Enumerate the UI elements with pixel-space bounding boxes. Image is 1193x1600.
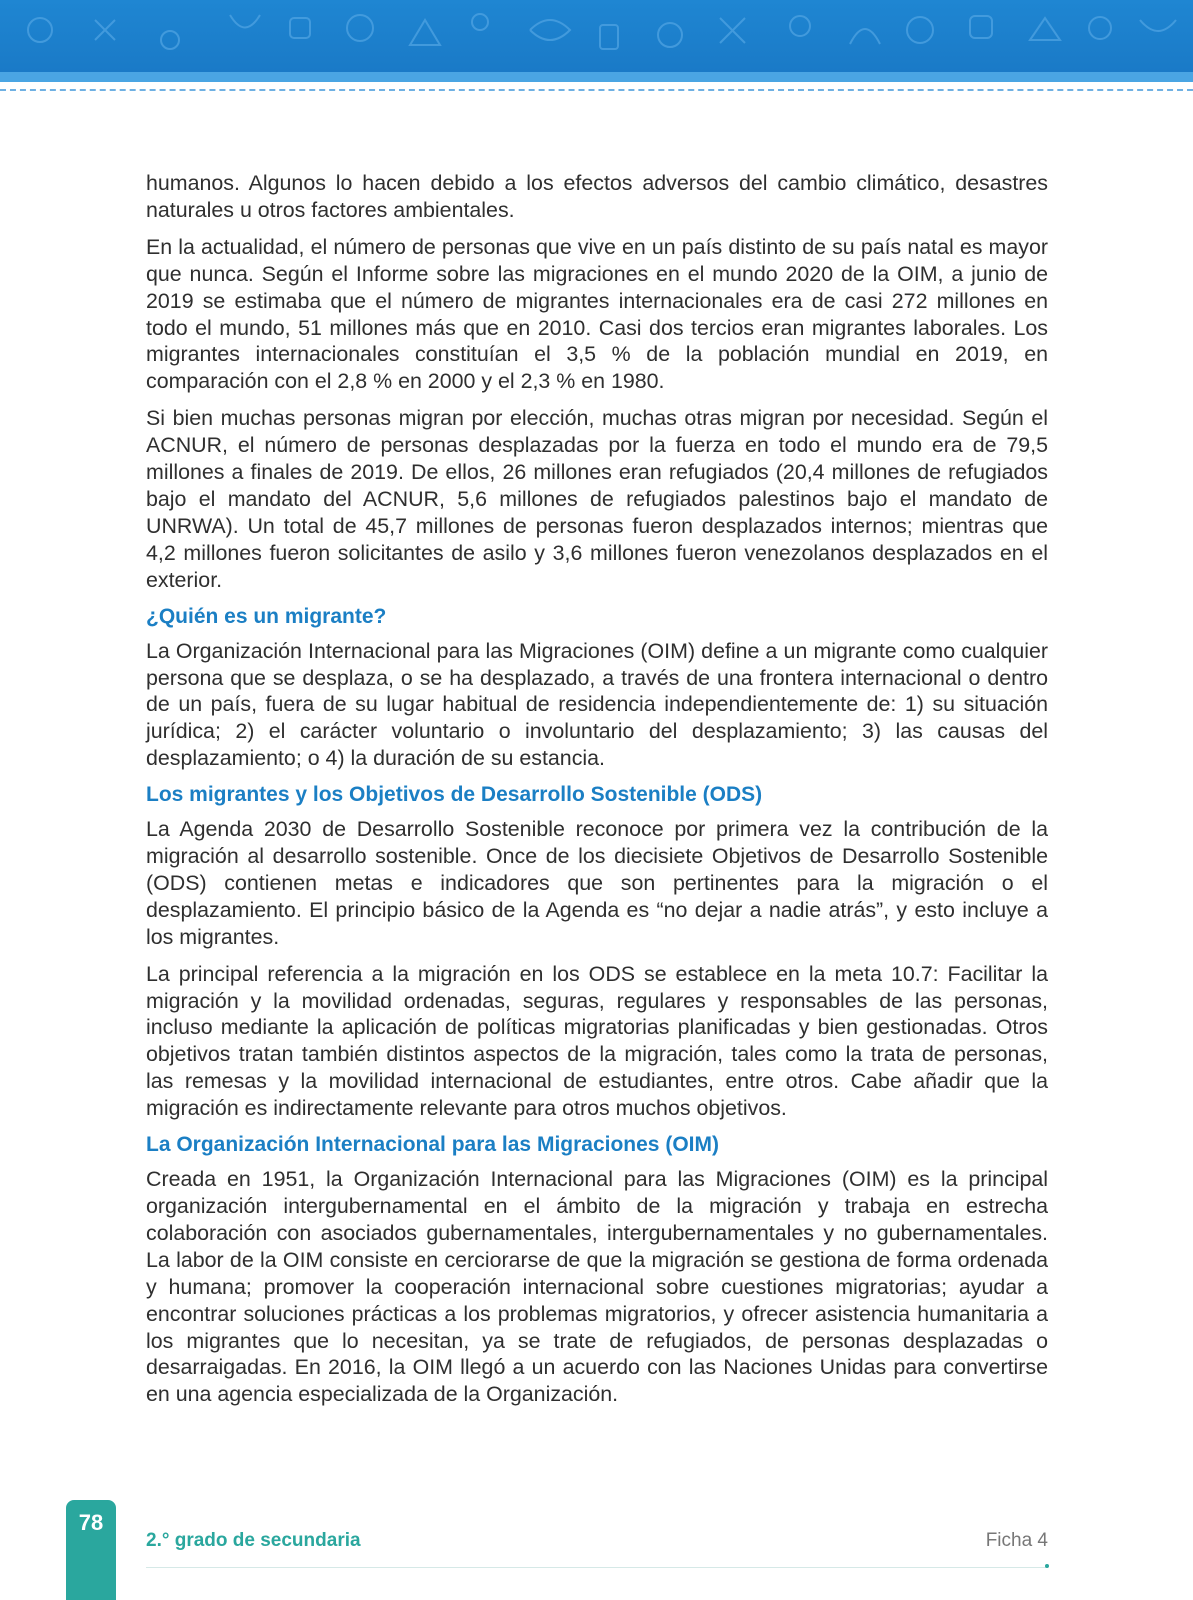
paragraph: La principal referencia a la migración en los ODS se establece en la meta 10.7: Facilitar la migración y la movilidad ordenadas, seguras, regulares y responsables de las personas, incluso mediante la aplicación de políticas migratorias planificadas y bien gestionadas. Otros objetivos tratan también distintos aspectos de la migración, tales como la trata de personas, las remesas y la movilidad internacional de estudiantes, entre otros. Cabe añadir que la migración es indirectamente relevante para otros muchos objetivos.	[146, 961, 1048, 1121]
top-banner	[0, 0, 1193, 72]
paragraph: Creada en 1951, la Organización Internacional para las Migraciones (OIM) es la principal organización intergubernamental en el ámbito de la migración y trabaja en estrecha colaboración con asociados gubernamentales, intergubernamentales y no gubernamentales. La labor de la OIM consiste en cerciorarse de que la migración se gestiona de forma ordenada y humana; promover la cooperación internacional sobre cuestiones migratorias; ayudar a encontrar soluciones prácticas a los problemas migratorios, y ofrecer asistencia humanitaria a los migrantes que lo necesitan, ya se trate de refugiados, de personas desplazadas o desarraigadas. En 2016, la OIM llegó a un acuerdo con las Naciones Unidas para convertirse en una agencia especializada de la Organización.	[146, 1167, 1048, 1407]
footer-dot	[1045, 1564, 1049, 1568]
page-number-tab	[66, 1500, 116, 1600]
paragraph: La Agenda 2030 de Desarrollo Sostenible reconoce por primera vez la contribución de la migración al desarrollo sostenible. Once de los diecisiete Objetivos de Desarrollo Sostenible (ODS) contienen metas e indicadores que son pertinentes para la migración o el desplazamiento. El principio básico de la Agenda es “no dejar a nadie atrás”, y esto incluye a los migrantes.	[146, 817, 1048, 949]
section-heading-ods: Los migrantes y los Objetivos de Desarrollo Sostenible (ODS)	[146, 783, 763, 807]
section-heading-migrante: ¿Quién es un migrante?	[146, 604, 387, 628]
paragraph: En la actualidad, el número de personas que vive en un país distinto de su país natal es mayor que nunca. Según el Informe sobre las migraciones en el mundo 2020 de la OIM, a junio de 2019 se estimaba que el número de migrantes internacionales era de casi 272 millones en todo el mundo, 51 millones más que en 2010. Casi dos tercios eran migrantes laborales. Los migrantes internacionales constituían el 3,5 % de la población mundial en 2019, en comparación con el 2,8 % en 2000 y el 2,3 % en 1980.	[146, 234, 1048, 394]
footer-ficha: Ficha 4	[985, 1530, 1048, 1551]
page-number: 78	[78, 1510, 104, 1535]
page-content	[146, 170, 1048, 1418]
paragraph: La Organización Internacional para las Migraciones (OIM) define a un migrante como cualquier persona que se desplaza, o se ha desplazado, a través de una frontera internacional o dentro de un país, fuera de su lugar habitual de residencia independientemente de: 1) su situación jurídica; 2) el carácter voluntario o involuntario del desplazamiento; 3) las causas del desplazamiento; o 4) la duración de su estancia.	[146, 638, 1048, 771]
paragraph: humanos. Algunos lo hacen debido a los efectos adversos del cambio climático, desastres naturales u otros factores ambientales.	[146, 171, 1048, 222]
banner-doodle-pattern	[0, 0, 1193, 72]
footer-divider	[146, 1567, 1048, 1568]
banner-underline	[0, 72, 1193, 82]
dashed-divider	[0, 89, 1193, 91]
footer-grade: 2.° grado de secundaria	[146, 1530, 361, 1551]
section-heading-oim: La Organización Internacional para las Migraciones (OIM)	[146, 1133, 719, 1157]
paragraph: Si bien muchas personas migran por elección, muchas otras migran por necesidad. Según el ACNUR, el número de personas desplazadas por la fuerza en todo el mundo era de 79,5 millones a finales de 2019. De ellos, 26 millones eran refugiados (20,4 millones de refugiados bajo el mandato del ACNUR, 5,6 millones de refugiados palestinos bajo el mandato de UNRWA). Un total de 45,7 millones de personas fueron desplazados internos; mientras que 4,2 millones fueron solicitantes de asilo y 3,6 millones fueron venezolanos desplazados en el exterior.	[146, 406, 1048, 592]
